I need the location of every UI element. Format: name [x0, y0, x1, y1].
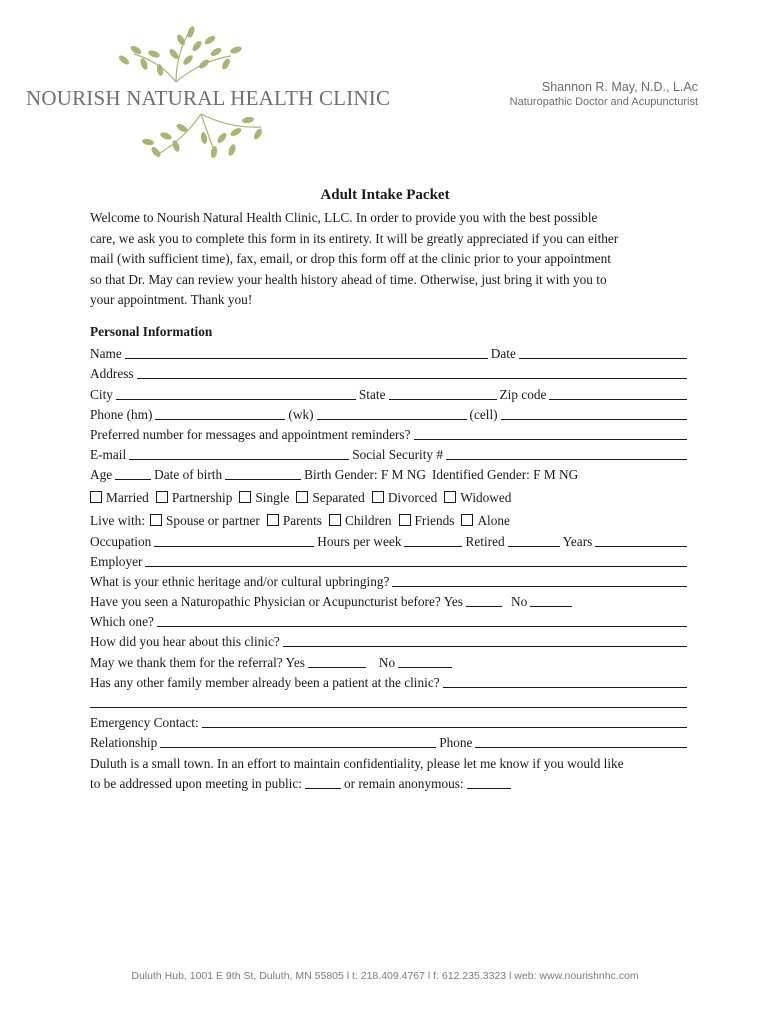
live-with-option[interactable]: Parents: [267, 513, 322, 529]
phone-hm-label: Phone (hm): [90, 406, 153, 422]
address-row: [90, 362, 690, 382]
seen-no-label: No: [510, 594, 528, 610]
retired-label: Retired: [465, 533, 505, 549]
preferred-row: [90, 423, 690, 443]
state-label: State: [358, 386, 386, 402]
checkbox-icon[interactable]: [444, 491, 456, 503]
checkbox-icon[interactable]: [372, 491, 384, 503]
ethnic-row: [90, 570, 690, 590]
phone-label: Phone: [439, 735, 473, 751]
phone-hm-field[interactable]: [155, 406, 285, 420]
which-one-row: [90, 610, 690, 630]
footer-contact: Duluth Hub, 1001 E 9th St, Duluth, MN 55805 l t: 218.409.4767 l f: 612.235.3323 l web: www.nourishnhc.com: [131, 970, 639, 982]
seen-yes-field[interactable]: [466, 593, 502, 607]
relationship-field[interactable]: [160, 734, 436, 748]
phone-wk-label: (wk): [288, 406, 314, 422]
how-hear-row: [90, 630, 690, 650]
anonymous-label: or remain anonymous:: [343, 775, 464, 791]
referral-yes-field[interactable]: [308, 654, 366, 668]
seen-before-label: Have you seen a Naturopathic Physician or Acupuncturist before? Yes: [90, 594, 463, 610]
occupation-field[interactable]: [154, 533, 314, 547]
clinic-name: NOURISH NATURAL HEALTH CLINIC: [26, 86, 391, 110]
marital-option[interactable]: Separated: [296, 490, 364, 506]
ssn-label: Social Security #: [352, 447, 444, 463]
age-field[interactable]: [115, 466, 151, 480]
emergency-field[interactable]: [202, 714, 687, 728]
live-with-row: [90, 506, 690, 529]
phone-cell-field[interactable]: [501, 406, 687, 420]
checkbox-icon[interactable]: [296, 491, 308, 503]
checkbox-icon[interactable]: [267, 514, 279, 526]
intro-line: your appointment. Thank you!: [90, 292, 253, 307]
name-label: Name: [90, 346, 122, 362]
zip-field[interactable]: [549, 386, 687, 400]
intro-paragraph: [90, 208, 690, 311]
referral-row: [90, 650, 690, 670]
live-with-option[interactable]: Children: [329, 513, 392, 529]
which-one-label: Which one?: [90, 614, 154, 630]
identified-gender-label: Identified Gender: F M NG: [432, 467, 579, 483]
section-heading: Personal Information: [90, 324, 213, 339]
dob-label: Date of birth: [154, 467, 223, 483]
marital-option[interactable]: Married: [90, 490, 149, 506]
city-field[interactable]: [116, 386, 356, 400]
ssn-field[interactable]: [446, 446, 687, 460]
checkbox-icon[interactable]: [239, 491, 251, 503]
live-with-option[interactable]: Spouse or partner: [150, 513, 260, 529]
employer-field[interactable]: [145, 553, 687, 567]
seen-before-row: [90, 590, 690, 610]
checkbox-icon[interactable]: [90, 491, 102, 503]
referral-no-label: No: [378, 654, 396, 670]
marital-row: [90, 483, 690, 506]
page-title: Adult Intake Packet: [320, 187, 450, 203]
date-label: Date: [490, 346, 516, 362]
city-label: City: [90, 386, 113, 402]
email-label: E-mail: [90, 447, 127, 463]
state-field[interactable]: [389, 386, 497, 400]
name-row: [90, 342, 690, 362]
employer-label: Employer: [90, 553, 143, 569]
preferred-field[interactable]: [414, 426, 688, 440]
duluth-row: [90, 751, 690, 771]
email-row: [90, 443, 690, 463]
age-label: Age: [90, 467, 113, 483]
how-hear-label: How did you hear about this clinic?: [90, 634, 280, 650]
retired-field[interactable]: [508, 533, 560, 547]
referral-no-field[interactable]: [398, 654, 452, 668]
occupation-row: [90, 529, 690, 549]
seen-no-field[interactable]: [530, 593, 572, 607]
intro-line: care, we ask you to complete this form in its entirety. It will be greatly appreciated if you can either: [90, 230, 619, 246]
live-with-option[interactable]: Friends: [399, 513, 455, 529]
marital-option[interactable]: Partnership: [156, 490, 233, 506]
city-row: [90, 382, 690, 402]
ethnic-field[interactable]: [392, 573, 687, 587]
dob-field[interactable]: [225, 466, 301, 480]
which-one-field[interactable]: [157, 613, 687, 627]
blank-line-field[interactable]: [90, 694, 687, 708]
intro-line: Welcome to Nourish Natural Health Clinic, LLC. In order to provide you with the best possible: [90, 210, 598, 225]
address-field[interactable]: [137, 365, 687, 379]
checkbox-icon[interactable]: [461, 514, 473, 526]
relationship-label: Relationship: [90, 735, 158, 751]
doctor-info: [510, 80, 698, 110]
emergency-label: Emergency Contact:: [90, 715, 199, 731]
addressed-field[interactable]: [305, 775, 341, 789]
address-label: Address: [90, 366, 134, 382]
anonymous-field[interactable]: [467, 775, 511, 789]
email-field[interactable]: [129, 446, 349, 460]
phone-field[interactable]: [475, 734, 687, 748]
checkbox-icon[interactable]: [329, 514, 341, 526]
phone-cell-label: (cell): [469, 406, 498, 422]
blank-line-row: [90, 691, 690, 711]
age-row: [90, 463, 690, 483]
marital-option[interactable]: Divorced: [372, 490, 437, 506]
years-field[interactable]: [595, 533, 687, 547]
employer-row: [90, 550, 690, 570]
checkbox-icon[interactable]: [399, 514, 411, 526]
family-row: [90, 671, 690, 691]
checkbox-icon[interactable]: [156, 491, 168, 503]
checkbox-icon[interactable]: [150, 514, 162, 526]
live-with-label: Live with:: [90, 513, 146, 529]
ethnic-label: What is your ethnic heritage and/or cultural upbringing?: [90, 573, 390, 589]
phone-wk-field[interactable]: [317, 406, 467, 420]
relationship-row: [90, 731, 690, 751]
name-field[interactable]: [125, 345, 488, 359]
duluth-text-2: to be addressed upon meeting in public:: [90, 775, 302, 791]
intro-line: mail (with sufficient time), fax, email, or drop this form off at the clinic prior to your appointment: [90, 251, 611, 266]
phone-row: [90, 403, 690, 423]
occupation-label: Occupation: [90, 533, 152, 549]
personal-info-form: [90, 322, 690, 792]
marital-option[interactable]: Single: [239, 490, 289, 506]
emergency-row: [90, 711, 690, 731]
years-label: Years: [562, 533, 593, 549]
doctor-title: Naturopathic Doctor and Acupuncturist: [509, 96, 698, 108]
zip-label: Zip code: [499, 386, 547, 402]
how-hear-field[interactable]: [283, 633, 687, 647]
date-field[interactable]: [519, 345, 687, 359]
doctor-name: Shannon R. May, N.D., L.Ac: [541, 80, 698, 94]
referral-label: May we thank them for the referral? Yes: [90, 654, 305, 670]
hours-label: Hours per week: [317, 533, 402, 549]
family-label: Has any other family member already been a patient at the clinic?: [90, 674, 440, 690]
intro-line: so that Dr. May can review your health history ahead of time. Otherwise, just bring it with you to: [90, 271, 607, 287]
preferred-label: Preferred number for messages and appointment reminders?: [90, 426, 411, 442]
duluth-row-2: [90, 772, 690, 792]
birth-gender-label: Birth Gender: F M NG: [304, 467, 426, 483]
family-field[interactable]: [443, 674, 687, 688]
duluth-text: Duluth is a small town. In an effort to maintain confidentiality, please let me know if you would like: [90, 755, 624, 771]
marital-option[interactable]: Widowed: [444, 490, 511, 506]
live-with-option[interactable]: Alone: [461, 513, 510, 529]
hours-field[interactable]: [404, 533, 462, 547]
